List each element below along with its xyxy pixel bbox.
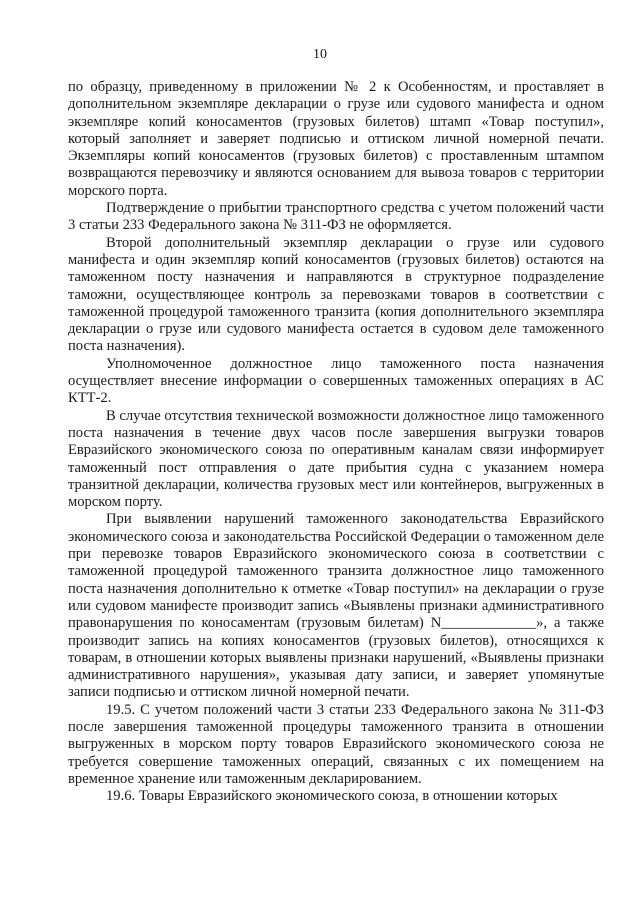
paragraph-as-ktt-2: Уполномоченное должностное лицо таможенного поста назначения осуществляет внесение информации о совершенных таможенных операциях в АС КТТ-2. [68, 355, 604, 407]
paragraph-second-copy: Второй дополнительный экземпляр декларации о грузе или судового манифеста и один экземпляр копий коносаментов (грузовых билетов) остаются на таможенном посту назначения и направляются в структурное подразделение таможни, осуществляющее контроль за перевозками товаров в соответствии с таможенной процедурой таможенного транзита (копия дополнительного экземпляра декларации о грузе или судового манифеста остается в судовом деле таможенного поста назначения). [68, 234, 604, 355]
paragraph-19-6: 19.6. Товары Евразийского экономического союза, в отношении которых [106, 788, 558, 805]
paragraph-violations: При выявлении нарушений таможенного законодательства Евразийского экономического союза и законодательства Российской Федерации о таможенном деле при перевозке товаров Евразийского экономического союза в соответствии с таможенной процедурой таможенного транзита должностное лицо таможенного поста назначения дополнительно к отметке «Товар поступил» на декларации о грузе или судовом манифесте производит запись «Выявлены признаки административного правонарушения по коносаментам (грузовым билетам) N_____________», а также производит запись на копиях коносаментов (грузовых билетов), относящихся к товарам, в отношении которых выявлены признаки нарушений, «Выявлены признаки административного нарушения», указывая дату записи, и заверяет упомянутые записи подписью и оттиском личной номерной печати. [68, 511, 604, 701]
page-number: 10 [313, 47, 327, 62]
document-body [68, 79, 604, 805]
paragraph-arrival-confirmation: Подтверждение о прибытии транспортного средства с учетом положений части 3 статьи 233 Федерального закона № 311-ФЗ не оформляется. [68, 200, 604, 234]
paragraph-continuation: по образцу, приведенному в приложении № 2 к Особенностям, и проставляет в дополнительном экземпляре декларации о грузе или судового манифеста и одном экземпляре копий коносаментов (грузовых билетов) штамп «Товар поступил», который заполняет и заверяет подписью и оттиском личной номерной печати. Экземпляры копий коносаментов (грузовых билетов) с проставленным штампом возвращаются перевозчику и являются основанием для вывоза товаров с территории морского порта. [68, 79, 604, 199]
paragraph-19-5: 19.5. С учетом положений части 3 статьи 233 Федерального закона № 311-ФЗ после завершения таможенной процедуры таможенного транзита в отношении выгруженных в морском порту товаров Евразийского экономического союза не требуется совершение таможенных операций, связанных с их помещением на временное хранение или таможенным декларированием. [68, 701, 604, 787]
paragraph-no-technical-capability: В случае отсутствия технической возможности должностное лицо таможенного поста назначения в течение двух часов после завершения выгрузки товаров Евразийского экономического союза по оперативным каналам связи информирует таможенный пост отправления о дате прибытия судна с указанием номера транзитной декларации, количества грузовых мест или контейнеров, выгруженных в морском порту. [68, 407, 605, 511]
